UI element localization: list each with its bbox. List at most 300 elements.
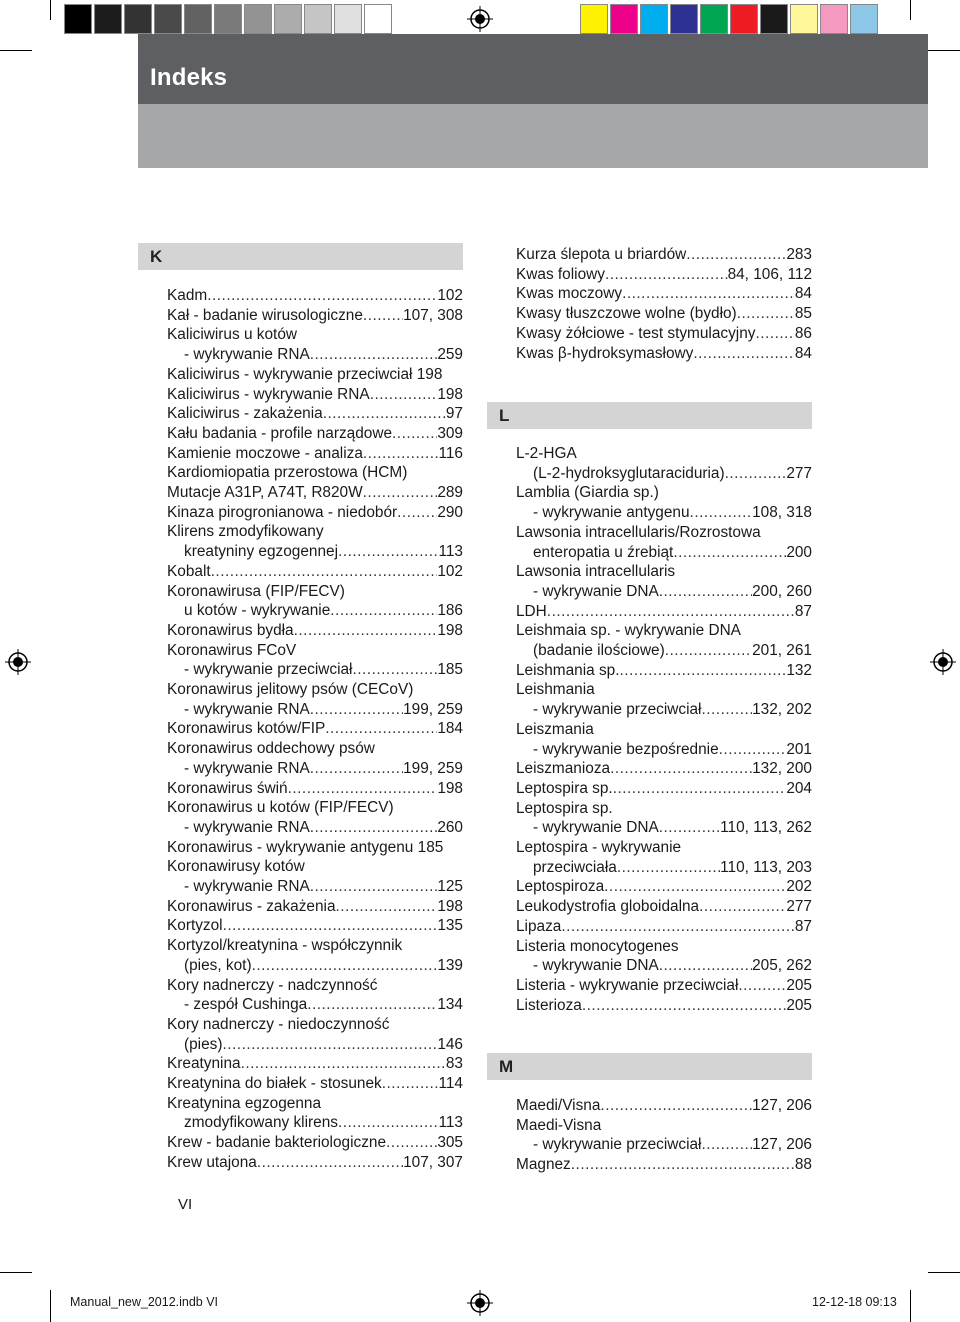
entry-term: Leptospira - wykrywanie	[516, 839, 682, 856]
entry-term: - wykrywanie antygenu	[533, 504, 690, 522]
entry-term: Kwasy żółciowe - test stymulacyjny	[516, 324, 756, 342]
index-entry	[516, 680, 812, 700]
entry-term: Kwas β-hydroksymasłowy	[516, 344, 694, 362]
index-entry	[167, 463, 463, 483]
index-entry	[167, 286, 463, 306]
index-entry	[167, 325, 463, 345]
color-swatch	[640, 4, 668, 34]
registration-mark-icon	[467, 1290, 493, 1316]
index-entry	[167, 562, 463, 582]
color-swatch	[364, 4, 392, 34]
index-entry	[516, 582, 812, 602]
dot-leader	[363, 483, 438, 503]
index-entry	[516, 641, 812, 661]
dot-leader	[561, 917, 795, 937]
entry-term: Koronawirus jelitowy psów (CECoV)	[167, 681, 414, 698]
entry-term: Krew utajona	[167, 1153, 257, 1171]
dot-leader	[617, 858, 720, 878]
index-entry	[167, 345, 463, 365]
section-heading-k: K	[138, 243, 463, 270]
index-entry	[167, 444, 463, 464]
index-entry	[516, 444, 812, 464]
entry-pages: 125	[437, 878, 463, 895]
entry-pages: 107, 307	[403, 1153, 463, 1171]
entry-pages: 97	[445, 405, 463, 423]
dot-leader	[659, 956, 752, 976]
registration-mark-icon	[930, 649, 956, 675]
entry-pages: 290	[437, 503, 463, 521]
entry-pages: 184	[437, 720, 463, 738]
entry-pages: 205	[786, 976, 812, 994]
index-entry	[167, 1094, 463, 1114]
index-entry	[167, 877, 463, 897]
entry-pages: 108, 318	[752, 504, 812, 522]
entry-pages: 127, 206	[752, 1097, 812, 1114]
entry-term: Koronawirus - zakażenia	[167, 897, 336, 915]
entry-term: Maedi-Visna	[516, 1116, 602, 1134]
dot-leader	[582, 996, 786, 1016]
entry-pages: 134	[437, 996, 463, 1014]
index-entry	[167, 424, 463, 444]
index-entry	[516, 1116, 812, 1136]
index-entry	[516, 976, 812, 996]
entry-pages: 260	[437, 818, 463, 836]
dot-leader	[738, 976, 786, 996]
entry-term: - wykrywanie RNA	[184, 818, 310, 836]
index-entry	[167, 365, 463, 385]
entry-term: - wykrywanie RNA	[184, 346, 310, 364]
index-entry	[516, 344, 812, 364]
slug-filename: Manual_new_2012.indb VI	[70, 1295, 219, 1309]
entry-term: LDH	[516, 602, 547, 620]
color-bar-grayscale	[64, 4, 394, 34]
entry-pages: 113	[438, 543, 463, 561]
index-entry	[167, 936, 463, 956]
entry-term: Kreatynina egzogenna	[167, 1094, 322, 1112]
entry-term: - zespół Cushinga	[184, 996, 308, 1014]
dot-leader	[392, 424, 437, 444]
index-entry	[516, 265, 812, 285]
index-entry	[167, 1153, 463, 1173]
entry-term: - wykrywanie przeciwciał	[184, 661, 353, 679]
registration-mark-icon	[467, 6, 493, 32]
dot-leader	[620, 661, 787, 681]
crop-mark	[928, 1272, 960, 1273]
entry-pages: 102	[437, 562, 463, 580]
entry-pages: 198	[437, 621, 463, 639]
dot-leader	[288, 779, 438, 799]
index-entry	[167, 976, 463, 996]
entry-term: Kaliciwirus - wykrywanie RNA	[167, 385, 370, 403]
dot-leader	[725, 464, 787, 484]
crop-mark	[50, 0, 51, 20]
entry-term: Leishmaia sp. - wykrywanie DNA	[516, 622, 741, 640]
entry-pages: 202	[786, 878, 812, 896]
index-entry	[516, 1096, 812, 1116]
dot-leader	[701, 1135, 752, 1155]
dot-leader	[600, 1096, 752, 1116]
entry-term: Kurza ślepota u briardów	[516, 246, 687, 263]
index-entry	[167, 857, 463, 877]
dot-leader	[252, 956, 438, 976]
index-entry	[516, 483, 812, 503]
index-entry	[167, 779, 463, 799]
entry-term: Lawsonia intracellularis	[516, 563, 676, 581]
dot-leader	[622, 284, 795, 304]
dot-leader	[737, 304, 795, 324]
dot-leader	[613, 779, 787, 799]
dot-leader	[547, 602, 795, 622]
crop-mark	[0, 1272, 32, 1273]
color-swatch	[610, 4, 638, 34]
entry-term: Listerioza	[516, 996, 582, 1014]
entry-term: - wykrywanie DNA	[533, 582, 659, 600]
entry-term: Magnez	[516, 1156, 571, 1174]
entry-term: zmodyfikowany klirens	[184, 1114, 338, 1132]
index-entry	[167, 306, 463, 326]
header-band	[138, 34, 928, 104]
entry-term: Leiszmania	[516, 720, 594, 738]
color-swatch	[760, 4, 788, 34]
color-swatch	[274, 4, 302, 34]
index-entry	[516, 838, 812, 858]
entry-term: Kreatynina do białek - stosunek	[167, 1075, 382, 1092]
registration-mark-icon	[5, 649, 31, 675]
entry-term: Kwas foliowy	[516, 265, 605, 283]
entry-term: Kamienie moczowe - analiza	[167, 444, 363, 462]
dot-leader	[397, 503, 437, 523]
dot-leader	[338, 1113, 438, 1133]
index-entry	[167, 1054, 463, 1074]
entry-term: Leishmania sp.	[516, 661, 620, 679]
dot-leader	[386, 1133, 437, 1153]
entry-term: Kwas moczowy	[516, 285, 623, 303]
entry-pages: 201	[786, 740, 812, 758]
entry-pages: 110, 113, 203	[720, 858, 812, 876]
entry-term: - wykrywanie DNA	[533, 819, 659, 837]
slug-date: 12-12-18 09:13	[812, 1295, 897, 1309]
entry-pages: 200	[786, 543, 812, 561]
entry-term: Koronawirusa (FIP/FECV)	[167, 582, 345, 600]
index-entry	[167, 404, 463, 424]
crop-mark	[910, 0, 911, 20]
entry-term: (badanie ilościowe)	[533, 642, 665, 659]
section-heading-l: L	[487, 402, 812, 429]
section-heading-m: M	[487, 1053, 812, 1080]
dot-leader	[310, 700, 403, 720]
header-band-lower	[138, 104, 928, 168]
entry-pages: 110, 113, 262	[720, 819, 812, 837]
entry-term: kreatyniny egzogennej	[184, 543, 339, 561]
index-entry	[516, 917, 812, 937]
entry-pages: 87	[794, 917, 812, 935]
index-entry	[167, 503, 463, 523]
entry-term: Listeria monocytogenes	[516, 937, 679, 955]
entry-term: Kinaza pirogronianowa - niedobór	[167, 503, 398, 521]
entry-term: - wykrywanie przeciwciał	[533, 1136, 702, 1154]
dot-leader	[382, 1074, 439, 1094]
color-swatch	[700, 4, 728, 34]
index-entry	[516, 956, 812, 976]
entry-pages: 88	[794, 1156, 812, 1174]
color-swatch	[850, 4, 878, 34]
color-swatch	[64, 4, 92, 34]
entry-pages: 146	[437, 1035, 463, 1053]
entry-term: Kobalt	[167, 562, 211, 580]
entry-pages: 84	[794, 344, 812, 362]
color-bar-process	[580, 4, 880, 34]
entry-term: Leukodystrofia globoidalna	[516, 898, 700, 916]
entry-pages: 204	[786, 779, 812, 797]
entry-term: Leptospira sp.	[516, 799, 613, 817]
entry-term: Leptospira sp.	[516, 779, 613, 797]
entry-pages: 200, 260	[752, 582, 812, 600]
dot-leader	[673, 543, 786, 563]
index-entry	[516, 877, 812, 897]
entry-pages: 83	[445, 1055, 463, 1073]
index-entry	[167, 522, 463, 542]
entry-pages: 102	[437, 287, 463, 304]
index-entry	[516, 543, 812, 563]
entry-term: Kaliciwirus - wykrywanie przeciwciał 198	[167, 365, 443, 383]
entry-pages: 86	[794, 324, 812, 342]
index-entry	[516, 937, 812, 957]
crop-mark	[0, 50, 32, 51]
index-entry	[516, 523, 812, 543]
color-swatch	[670, 4, 698, 34]
entry-term: - wykrywanie przeciwciał	[533, 701, 702, 719]
index-entry	[167, 995, 463, 1015]
index-entry	[516, 304, 812, 324]
index-entry	[516, 740, 812, 760]
index-entry	[516, 858, 812, 878]
entry-term: u kotów - wykrywanie	[184, 602, 331, 620]
entry-pages: 107, 308	[403, 306, 463, 324]
crop-mark	[910, 1290, 911, 1322]
index-entry	[516, 324, 812, 344]
color-swatch	[154, 4, 182, 34]
entry-pages: 198	[437, 779, 463, 797]
index-entry	[167, 956, 463, 976]
crop-mark	[50, 1290, 51, 1322]
index-entry	[167, 759, 463, 779]
dot-leader	[363, 444, 439, 464]
dot-leader	[310, 877, 438, 897]
index-entry	[167, 483, 463, 503]
dot-leader	[336, 897, 438, 917]
entry-term: Koronawirus bydła	[167, 621, 294, 639]
entry-term: - wykrywanie RNA	[184, 759, 310, 777]
dot-leader	[719, 740, 787, 760]
entry-term: Koronawirus u kotów (FIP/FECV)	[167, 799, 394, 817]
entry-term: Kardiomiopatia przerostowa (HCM)	[167, 464, 408, 482]
entry-pages: 132, 202	[752, 701, 812, 719]
entry-term: Kał - badanie wirusologiczne	[167, 306, 363, 324]
index-entry	[167, 1074, 463, 1094]
entry-pages: 185	[437, 661, 463, 679]
entry-pages: 113	[438, 1114, 463, 1132]
index-entry	[516, 245, 812, 265]
dot-leader	[370, 385, 438, 405]
crop-mark	[928, 50, 960, 51]
entry-term: - wykrywanie bezpośrednie	[533, 740, 719, 758]
index-entry	[516, 1155, 812, 1175]
entry-pages: 186	[437, 602, 463, 620]
entry-term: Mutacje A31P, A74T, R820W	[167, 484, 363, 501]
color-swatch	[790, 4, 818, 34]
index-entry	[167, 641, 463, 661]
dot-leader	[241, 1054, 446, 1074]
index-entry	[516, 759, 812, 779]
dot-leader	[363, 306, 403, 326]
index-entry	[167, 700, 463, 720]
dot-leader	[693, 344, 795, 364]
dot-leader	[659, 818, 720, 838]
entry-pages: 205	[786, 996, 812, 1014]
index-entry	[516, 897, 812, 917]
entry-term: Leiszmanioza	[516, 760, 611, 778]
entry-term: Kreatynina	[167, 1055, 241, 1073]
dot-leader	[571, 1155, 795, 1175]
dot-leader	[294, 621, 438, 641]
index-entry	[516, 996, 812, 1016]
entry-term: - wykrywanie RNA	[184, 700, 310, 718]
color-swatch	[580, 4, 608, 34]
entry-pages: 199, 259	[403, 700, 463, 718]
entry-term: enteropatia u źrebiąt	[533, 543, 674, 561]
index-entry	[167, 660, 463, 680]
entry-term: Koronawirusy kotów	[167, 858, 305, 876]
index-entry	[167, 798, 463, 818]
entry-term: Maedi/Visna	[516, 1097, 601, 1114]
entry-term: Koronawirus oddechowy psów	[167, 740, 375, 758]
index-entry	[167, 582, 463, 602]
entry-pages: 205, 262	[752, 957, 812, 975]
entry-term: Koronawirus - wykrywanie antygenu 185	[167, 838, 444, 856]
index-entry	[167, 1113, 463, 1133]
entry-term: Koronawirus świń	[167, 779, 288, 797]
dot-leader	[610, 759, 752, 779]
dot-leader	[310, 818, 438, 838]
entry-term: Krew - badanie bakteriologiczne	[167, 1134, 387, 1152]
color-swatch	[124, 4, 152, 34]
entry-pages: 135	[437, 917, 463, 935]
dot-leader	[207, 286, 437, 306]
index-entry	[516, 661, 812, 681]
entry-term: Lamblia (Giardia sp.)	[516, 484, 659, 502]
entry-pages: 87	[794, 602, 812, 620]
page-title: Indeks	[150, 64, 228, 91]
entry-term: Kaliciwirus - zakażenia	[167, 405, 323, 423]
entry-pages: 305	[437, 1134, 463, 1152]
dot-leader	[659, 582, 752, 602]
index-entry	[167, 621, 463, 641]
entry-term: Kortyzol	[167, 917, 223, 935]
color-swatch	[94, 4, 122, 34]
color-swatch	[244, 4, 272, 34]
index-entry	[167, 719, 463, 739]
index-entry	[167, 680, 463, 700]
entry-pages: 127, 206	[752, 1136, 812, 1154]
entry-pages: 132, 200	[752, 760, 812, 778]
entry-term: Klirens zmodyfikowany	[167, 523, 324, 541]
index-entry	[516, 503, 812, 523]
index-entry	[167, 1015, 463, 1035]
entry-pages: 139	[437, 956, 463, 974]
color-swatch	[304, 4, 332, 34]
index-entry	[516, 720, 812, 740]
index-entry	[516, 700, 812, 720]
entry-pages: 259	[437, 346, 463, 364]
dot-leader	[310, 759, 403, 779]
entry-term: Kory nadnerczy - nadczynność	[167, 976, 378, 994]
index-entry	[167, 601, 463, 621]
entry-term: Listeria - wykrywanie przeciwciał	[516, 976, 739, 994]
index-entry	[516, 284, 812, 304]
dot-leader	[665, 641, 752, 661]
dot-leader	[690, 503, 753, 523]
index-entry	[516, 464, 812, 484]
entry-term: Kortyzol/kreatynina - współczynnik	[167, 937, 403, 955]
index-entry	[516, 621, 812, 641]
index-entry	[516, 779, 812, 799]
entry-term: Kory nadnerczy - niedoczynność	[167, 1015, 390, 1033]
index-entry	[167, 916, 463, 936]
entry-term: - wykrywanie RNA	[184, 878, 310, 895]
index-entry	[167, 838, 463, 858]
index-entry	[516, 602, 812, 622]
entry-term: Koronawirus FCoV	[167, 641, 297, 659]
dot-leader	[222, 1035, 437, 1055]
entry-term: (L-2-hydroksyglutaracidurіa)	[533, 464, 725, 482]
dot-leader	[699, 897, 786, 917]
dot-leader	[338, 542, 438, 562]
dot-leader	[755, 324, 794, 344]
dot-leader	[307, 995, 437, 1015]
index-entry	[167, 818, 463, 838]
index-entry	[167, 897, 463, 917]
entry-pages: 198	[437, 897, 463, 915]
dot-leader	[605, 265, 728, 285]
dot-leader	[325, 719, 437, 739]
entry-term: Lipaza	[516, 917, 562, 935]
entry-term: Kaliciwirus u kotów	[167, 326, 298, 344]
index-entry	[167, 385, 463, 405]
entry-pages: 289	[437, 484, 463, 501]
entry-pages: 199, 259	[403, 759, 463, 777]
entry-pages: 277	[786, 898, 812, 916]
entry-term: Kadm	[167, 287, 208, 304]
entry-pages: 84	[794, 285, 812, 303]
entry-term: Leptospiroza	[516, 878, 605, 896]
dot-leader	[701, 700, 752, 720]
dot-leader	[352, 660, 437, 680]
entry-pages: 114	[438, 1075, 463, 1092]
index-entry	[167, 542, 463, 562]
entry-term: - wykrywanie DNA	[533, 957, 659, 975]
dot-leader	[211, 562, 438, 582]
index-entry	[167, 1133, 463, 1153]
color-swatch	[184, 4, 212, 34]
entry-pages: 85	[794, 305, 812, 323]
entry-pages: 283	[786, 246, 812, 263]
entry-pages: 198	[437, 385, 463, 403]
entry-term: (pies)	[184, 1035, 223, 1053]
entry-term: L-2-HGA	[516, 445, 577, 462]
dot-leader	[330, 601, 437, 621]
entry-term: Lawsonia intracellularis/Rozrostowa	[516, 523, 761, 541]
entry-pages: 116	[438, 444, 463, 462]
